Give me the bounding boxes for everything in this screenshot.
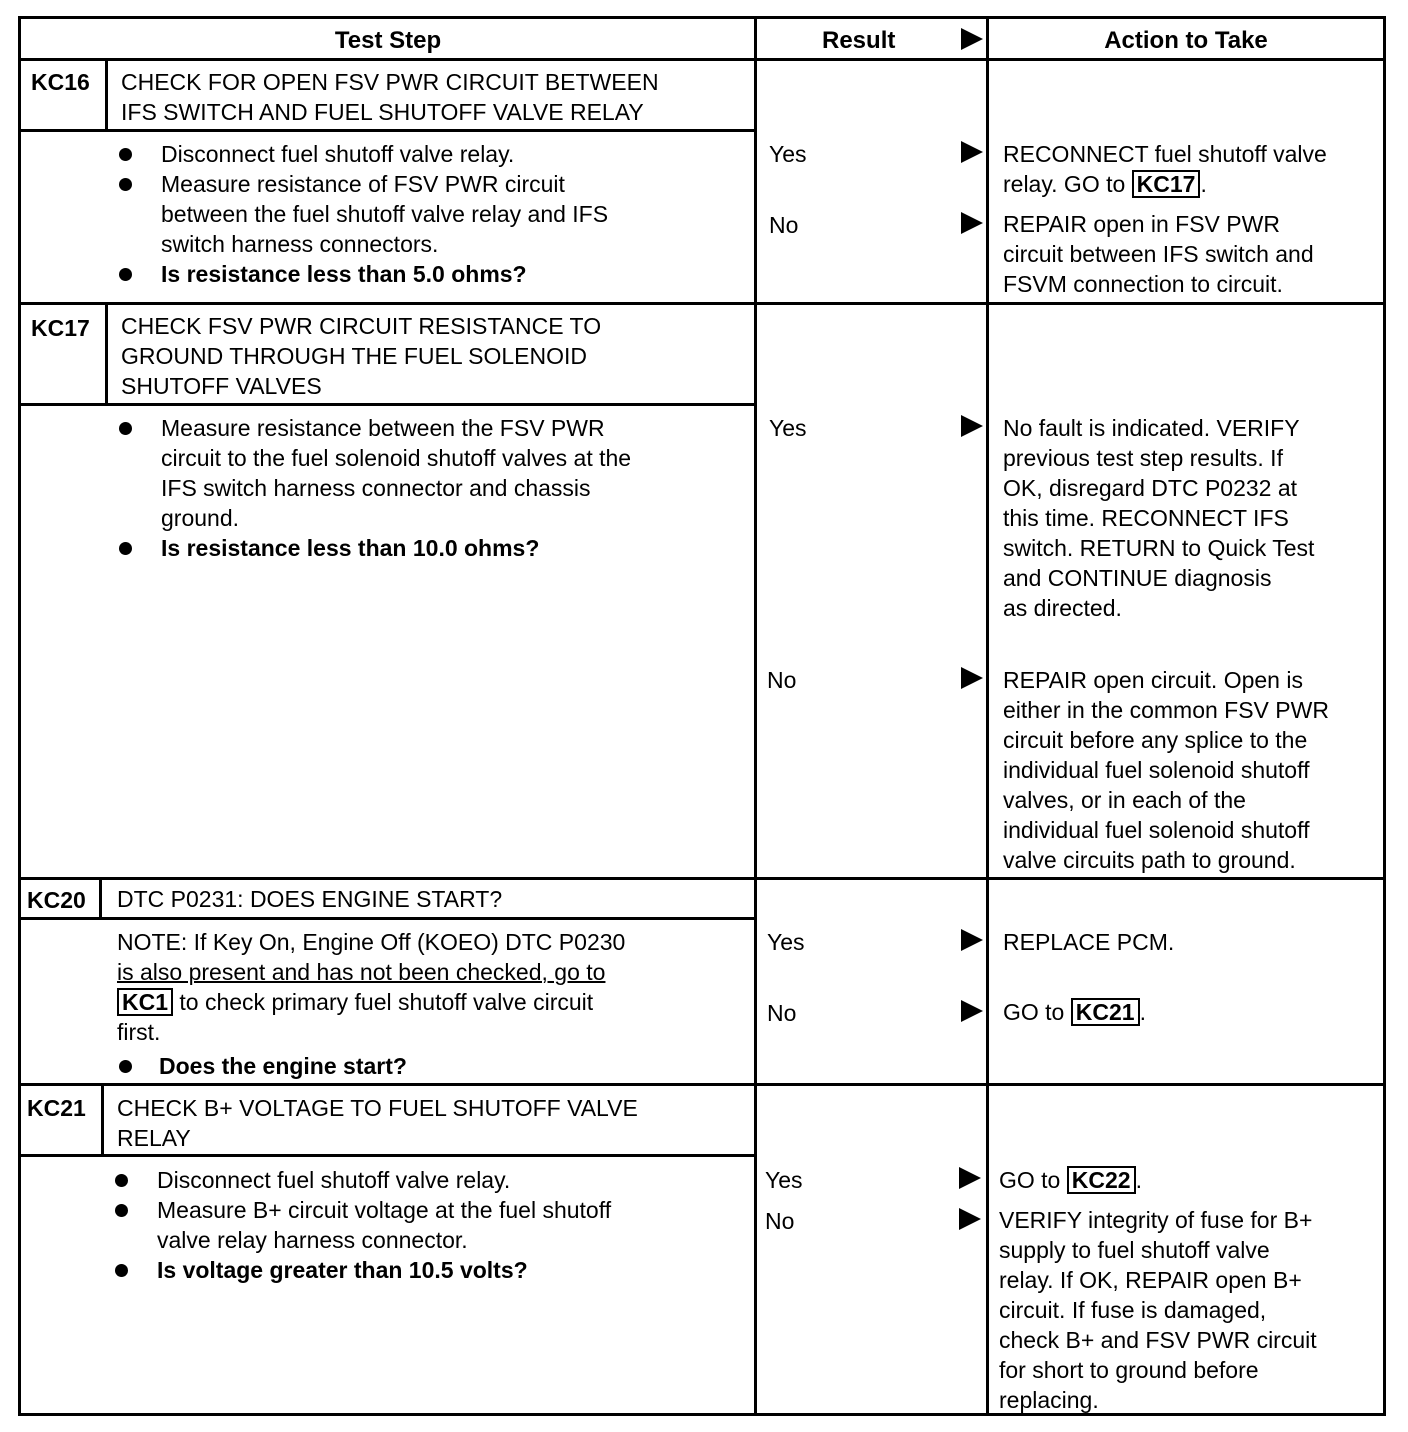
list-item: Is voltage greater than 10.5 volts? xyxy=(113,1255,747,1285)
step-id: KC21 xyxy=(27,1095,86,1121)
list-item: Measure resistance between the FSV PWR circuit to the fuel solenoid shutoff valves at the IFS switch harness connector and chassis ground. xyxy=(117,413,747,533)
result-no: No xyxy=(767,667,797,693)
result-yes: Yes xyxy=(765,1167,803,1193)
id-divider xyxy=(101,1084,104,1156)
step-id: KC16 xyxy=(31,69,90,95)
list-item: Measure resistance of FSV PWR circuit between the fuel shutoff valve relay and IFS switch harness connectors. xyxy=(117,169,747,259)
row-divider xyxy=(21,877,1383,880)
arrow-icon xyxy=(961,212,983,234)
list-item: Does the engine start? xyxy=(117,1051,747,1081)
action-text: GO to KC21 . xyxy=(1003,999,1146,1025)
step-reference-link[interactable]: KC1 xyxy=(117,988,173,1016)
id-divider xyxy=(105,59,108,131)
arrow-icon xyxy=(961,667,983,689)
step-reference-link[interactable]: KC21 xyxy=(1071,998,1140,1026)
row-divider xyxy=(21,58,1383,61)
result-no: No xyxy=(767,1000,797,1026)
title-divider xyxy=(21,129,755,132)
result-yes: Yes xyxy=(769,415,807,441)
row-divider xyxy=(21,302,1383,305)
step-reference-link[interactable]: KC17 xyxy=(1132,170,1201,198)
arrow-icon xyxy=(961,1000,983,1022)
step-title: CHECK FSV PWR CIRCUIT RESISTANCE TO GROUND THROUGH THE FUEL SOLENOID SHUTOFF VALVES xyxy=(121,313,602,399)
title-divider xyxy=(21,917,755,920)
list-item: Is resistance less than 10.0 ohms? xyxy=(117,533,747,563)
action-text: No fault is indicated. VERIFY previous test step results. If OK, disregard DTC P0232 at this time. RECONNECT IFS switch. RETURN to Quick Test and CONTINUE diagnosis as directed. xyxy=(1003,415,1315,621)
step-title: DTC P0231: DOES ENGINE START? xyxy=(117,886,503,912)
list-item: Is resistance less than 5.0 ohms? xyxy=(117,259,747,289)
arrow-icon xyxy=(959,1167,981,1189)
result-no: No xyxy=(765,1208,795,1234)
action-text: RECONNECT fuel shutoff valve relay. GO to KC17 . xyxy=(1003,141,1327,197)
step-instructions xyxy=(113,1165,747,1285)
result-no: No xyxy=(769,212,799,238)
column-divider xyxy=(986,19,989,1413)
id-divider xyxy=(105,303,108,405)
action-text: VERIFY integrity of fuse for B+ supply to fuel shutoff valve relay. If OK, REPAIR open B+ circuit. If fuse is damaged, check B+ and FSV PWR circuit for short to ground before replacing. xyxy=(999,1207,1317,1413)
action-text: REPAIR open circuit. Open is either in the common FSV PWR circuit before any splice to the individual fuel solenoid shutoff valves, or in each of the individual fuel solenoid shutoff valve circuits path to ground. xyxy=(1003,667,1329,873)
arrow-icon xyxy=(961,415,983,437)
result-yes: Yes xyxy=(767,929,805,955)
step-instructions xyxy=(117,413,747,563)
result-yes: Yes xyxy=(769,141,807,167)
action-text: GO to KC22 . xyxy=(999,1167,1142,1193)
arrow-icon xyxy=(961,929,983,951)
step-title: CHECK B+ VOLTAGE TO FUEL SHUTOFF VALVE RELAY xyxy=(117,1095,638,1151)
arrow-icon xyxy=(959,1208,981,1230)
list-item: Measure B+ circuit voltage at the fuel shutoff valve relay harness connector. xyxy=(113,1195,747,1255)
header-result: Result xyxy=(822,27,896,54)
id-divider xyxy=(99,878,102,919)
title-divider xyxy=(21,403,755,406)
step-title: CHECK FOR OPEN FSV PWR CIRCUIT BETWEEN IFS SWITCH AND FUEL SHUTOFF VALVE RELAY xyxy=(121,69,659,125)
action-text: REPLACE PCM. xyxy=(1003,929,1175,955)
title-divider xyxy=(21,1154,755,1157)
step-instructions xyxy=(117,139,747,289)
column-divider xyxy=(754,19,757,1413)
header-action: Action to Take xyxy=(1104,27,1268,54)
step-id: KC17 xyxy=(31,315,90,341)
step-note: NOTE: If Key On, Engine Off (KOEO) DTC P0230 is also present and has not been checked, go to KC1 to check primary fuel shutoff valve circuit first. xyxy=(117,929,626,1045)
arrow-icon xyxy=(961,141,983,163)
step-id: KC20 xyxy=(27,887,86,913)
row-divider xyxy=(21,1083,1383,1086)
header-test-step: Test Step xyxy=(334,27,442,54)
arrow-icon xyxy=(961,28,983,50)
step-reference-link[interactable]: KC22 xyxy=(1067,1166,1136,1194)
action-text: REPAIR open in FSV PWR circuit between IFS switch and FSVM connection to circuit. xyxy=(1003,211,1314,297)
step-instructions xyxy=(117,1051,747,1081)
list-item: Disconnect fuel shutoff valve relay. xyxy=(113,1165,747,1195)
list-item: Disconnect fuel shutoff valve relay. xyxy=(117,139,747,169)
diagnostic-table xyxy=(18,16,1386,1416)
